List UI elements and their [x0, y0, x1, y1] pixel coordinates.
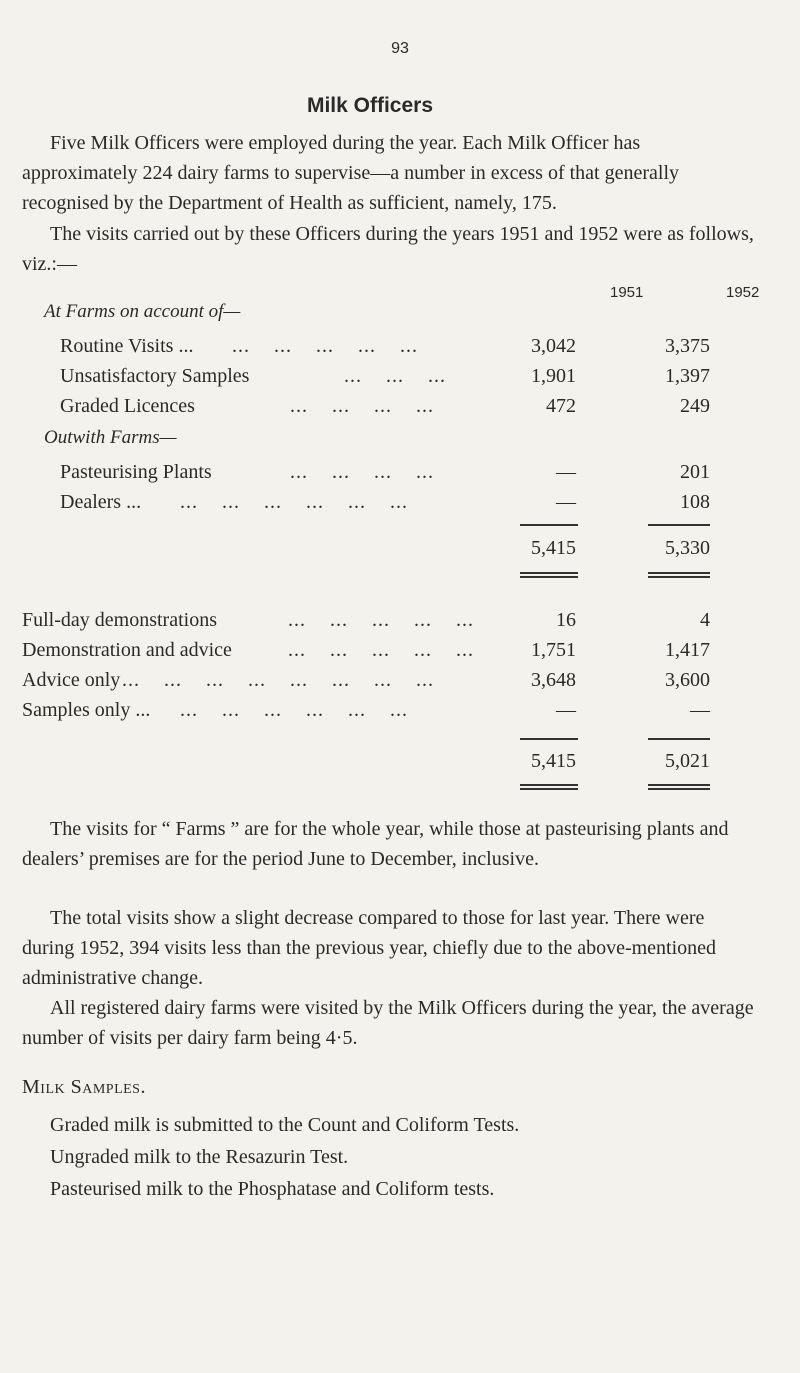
row-label: Full-day demonstrations [22, 609, 217, 631]
table-row [0, 457, 800, 487]
samples-line: Pasteurised milk to the Phosphatase and Coliform tests. [50, 1178, 495, 1200]
row-label: Samples only ... [22, 699, 151, 721]
total-double-rule-1951 [520, 572, 578, 578]
total-row [0, 533, 800, 563]
visits-intro-paragraph [22, 219, 757, 279]
average-visits-paragraph [22, 993, 757, 1053]
value-1951: — [556, 491, 576, 513]
table-row [0, 361, 800, 391]
value-1952: 1,397 [665, 365, 710, 387]
total-1951: 5,415 [531, 537, 576, 559]
value-1951: 16 [556, 609, 576, 631]
subtotal-rule-1952 [648, 738, 710, 740]
leader-dots: ... ... ... [344, 365, 446, 387]
value-1952: 3,600 [665, 669, 710, 691]
subtotal-rule-1951 [520, 738, 578, 740]
visits-intro-text: The visits carried out by these Officers during the years 1951 and 1952 were as follows, viz.:— [22, 223, 754, 275]
value-1952: 4 [700, 609, 710, 631]
farms-visits-text: The visits for “ Farms ” are for the whole year, while those at pasteurising plants and dealers’ premises are for the period June to December, inclusive. [22, 818, 729, 870]
value-1952: — [690, 699, 710, 721]
value-1952: 3,375 [665, 335, 710, 357]
decrease-text: The total visits show a slight decrease compared to those for last year. There were during 1952, 394 visits less than the previous year, chiefly due to the above-mentioned administrative change. [22, 907, 717, 989]
leader-dots: ... ... ... ... ... ... ... ... [122, 669, 434, 691]
value-1951: 1,751 [531, 639, 576, 661]
milk-samples-heading: Milk Samples. [22, 1076, 146, 1098]
table-row [0, 487, 800, 517]
table-row [0, 605, 800, 635]
value-1951: — [556, 699, 576, 721]
total-row [0, 746, 800, 776]
subtotal-rule-1951 [520, 524, 578, 526]
section-outwith-farms: Outwith Farms— [44, 427, 177, 448]
table-row [0, 331, 800, 361]
average-visits-text: All registered dairy farms were visited by the Milk Officers during the year, the average number of visits per dairy farm being 4·5. [22, 997, 754, 1049]
leader-dots: ... ... ... ... ... [288, 639, 474, 661]
samples-line: Graded milk is submitted to the Count and Coliform Tests. [50, 1114, 520, 1136]
intro-paragraph [22, 128, 757, 218]
col-header-1952: 1952 [726, 284, 760, 301]
row-label: Dealers ... [60, 491, 142, 513]
value-1952: 108 [680, 491, 710, 513]
decrease-paragraph [22, 903, 757, 993]
row-label: Unsatisfactory Samples [60, 365, 250, 387]
leader-dots: ... ... ... ... [290, 461, 434, 483]
intro-paragraph-text: Five Milk Officers were employed during the year. Each Milk Officer has approximately 224 dairy farms to supervise—a number in excess of that generally recognised by the Department of Health as sufficient, namely, 175. [22, 132, 680, 214]
samples-line: Ungraded milk to the Resazurin Test. [50, 1146, 349, 1168]
table-row [0, 665, 800, 695]
value-1951: 1,901 [531, 365, 576, 387]
table-row [0, 635, 800, 665]
total-1952: 5,330 [665, 537, 710, 559]
table-row [0, 391, 800, 421]
farms-visits-paragraph [22, 814, 757, 874]
row-label: Demonstration and advice [22, 639, 232, 661]
row-label: Advice only [22, 669, 121, 691]
leader-dots: ... ... ... ... ... ... [180, 491, 408, 513]
value-1951: 3,648 [531, 669, 576, 691]
total-1951: 5,415 [531, 750, 576, 772]
subtotal-rule-1952 [648, 524, 710, 526]
row-label: Routine Visits ... [60, 335, 194, 357]
row-label: Pasteurising Plants [60, 461, 212, 483]
value-1951: — [556, 461, 576, 483]
value-1951: 3,042 [531, 335, 576, 357]
col-header-1951: 1951 [610, 284, 644, 301]
leader-dots: ... ... ... ... ... [288, 609, 474, 631]
table-row [0, 695, 800, 725]
value-1952: 201 [680, 461, 710, 483]
row-label: Graded Licences [60, 395, 195, 417]
value-1951: 472 [546, 395, 576, 417]
page-number: 93 [391, 40, 409, 57]
total-double-rule-1951 [520, 784, 578, 790]
value-1952: 249 [680, 395, 710, 417]
leader-dots: ... ... ... ... ... ... [180, 699, 408, 721]
total-1952: 5,021 [665, 750, 710, 772]
page-title: Milk Officers [306, 94, 434, 117]
leader-dots: ... ... ... ... ... [232, 335, 418, 357]
leader-dots: ... ... ... ... [290, 395, 434, 417]
value-1952: 1,417 [665, 639, 710, 661]
section-at-farms: At Farms on account of— [44, 301, 241, 322]
total-double-rule-1952 [648, 572, 710, 578]
total-double-rule-1952 [648, 784, 710, 790]
